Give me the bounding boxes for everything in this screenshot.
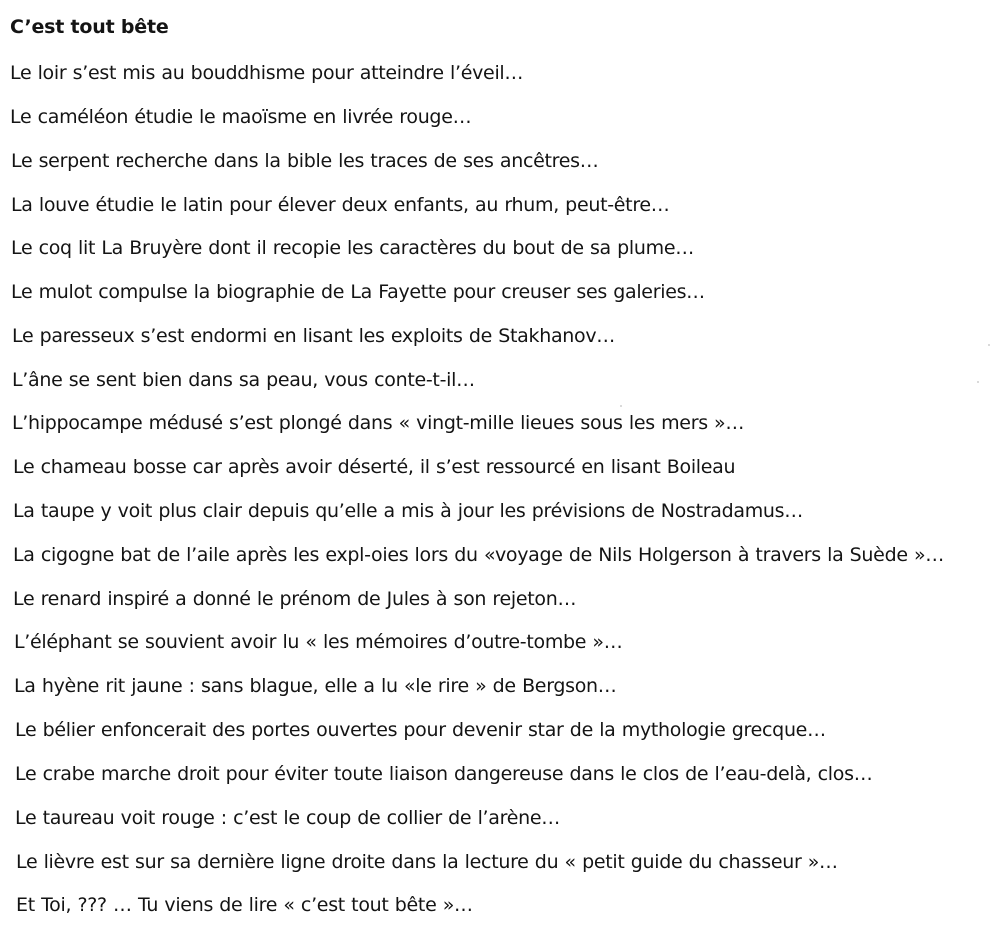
poem-line: Le renard inspiré a donné le prénom de Jules à son rejeton… — [13, 588, 577, 610]
poem-line: La louve étudie le latin pour élever deux enfants, au rhum, peut-être… — [11, 194, 670, 216]
poem-line: Le taureau voit rouge : c’est le coup de collier de l’arène… — [15, 807, 560, 829]
poem-line: Le serpent recherche dans la bible les traces de ses ancêtres… — [11, 150, 599, 172]
scan-speck — [977, 381, 979, 383]
scan-speck — [620, 405, 622, 407]
poem-line: L’éléphant se souvient avoir lu « les mémoires d’outre-tombe »… — [14, 631, 623, 653]
poem-line: Le loir s’est mis au bouddhisme pour atteindre l’éveil… — [10, 62, 524, 84]
poem-line: Le lièvre est sur sa dernière ligne droite dans la lecture du « petit guide du chasseur »… — [16, 851, 838, 873]
poem-line: Et Toi, ??? … Tu viens de lire « c’est tout bête »… — [16, 894, 473, 916]
poem-line: L’hippocampe médusé s’est plongé dans « vingt-mille lieues sous les mers »… — [12, 412, 745, 434]
poem-title: C’est tout bête — [10, 16, 169, 38]
scan-speck — [988, 344, 990, 346]
poem-line: Le mulot compulse la biographie de La Fayette pour creuser ses galeries… — [11, 281, 705, 303]
poem-line: Le chameau bosse car après avoir déserté, il s’est ressourcé en lisant Boileau — [13, 456, 736, 478]
poem-line: L’âne se sent bien dans sa peau, vous conte-t-il… — [12, 369, 475, 391]
poem-line: Le coq lit La Bruyère dont il recopie les caractères du bout de sa plume… — [11, 237, 694, 259]
poem-line: Le crabe marche droit pour éviter toute liaison dangereuse dans le clos de l’eau-delà, clos… — [15, 763, 873, 785]
poem-line: La taupe y voit plus clair depuis qu’elle a mis à jour les prévisions de Nostradamus… — [13, 500, 803, 522]
poem-line: La hyène rit jaune : sans blague, elle a lu «le rire » de Bergson… — [14, 675, 617, 697]
poem-line: La cigogne bat de l’aile après les expl-oies lors du «voyage de Nils Holgerson à travers la Suède »… — [13, 544, 944, 566]
poem-line: Le paresseux s’est endormi en lisant les exploits de Stakhanov… — [12, 325, 615, 347]
poem-line: Le caméléon étudie le maoïsme en livrée rouge… — [10, 106, 472, 128]
poem-line: Le bélier enfoncerait des portes ouvertes pour devenir star de la mythologie grecque… — [15, 719, 826, 741]
